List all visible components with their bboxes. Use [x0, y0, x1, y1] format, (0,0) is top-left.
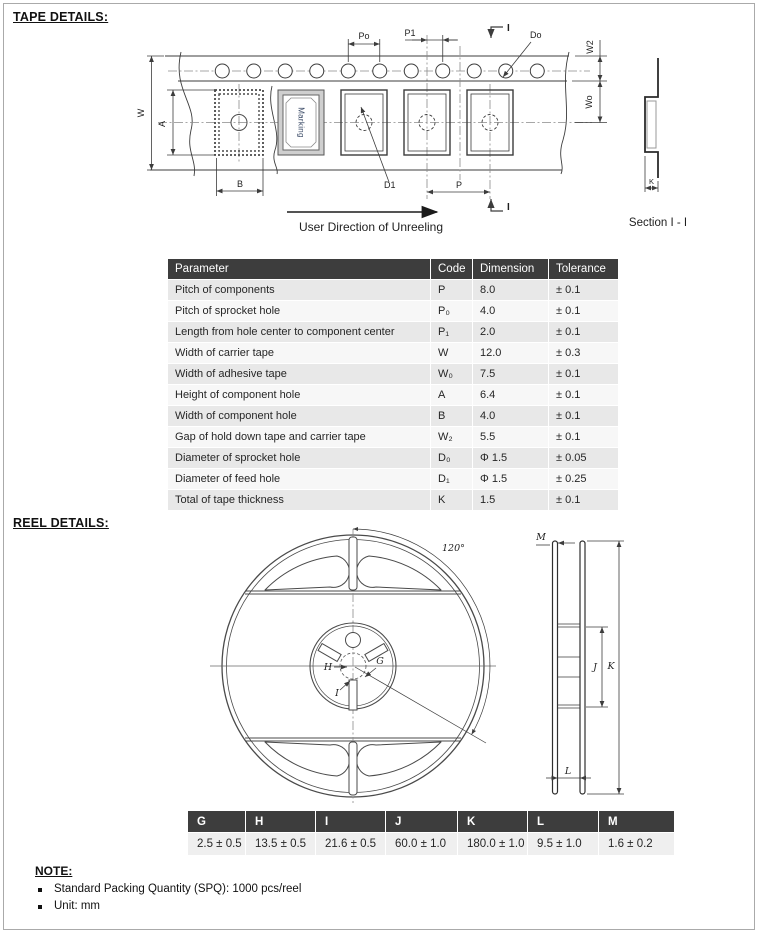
cell-tolerance: ± 0.1: [549, 385, 619, 406]
cell-code: P₀: [431, 301, 473, 322]
cell-parameter: Pitch of components: [168, 280, 431, 301]
marking-text: Marking: [296, 107, 306, 138]
column-header-i: I: [316, 811, 386, 833]
tape-details-title: TAPE DETAILS:: [13, 10, 109, 24]
cell-parameter: Gap of hold down tape and carrier tape: [168, 427, 431, 448]
column-header-m: M: [599, 811, 675, 833]
cell-code: W₂: [431, 427, 473, 448]
dim-label-h: H: [323, 662, 333, 673]
note-text: Standard Packing Quantity (SPQ): 1000 pcs/reel: [54, 883, 302, 895]
cell-h: 13.5 ± 0.5: [246, 833, 316, 856]
dim-label-a: A: [157, 120, 167, 128]
table-row: [168, 490, 619, 511]
cell-tolerance: ± 0.05: [549, 448, 619, 469]
reel-side-view: [535, 532, 624, 794]
table-row: [188, 833, 675, 856]
cell-tolerance: ± 0.1: [549, 427, 619, 448]
column-header-h: H: [246, 811, 316, 833]
cell-parameter: Width of carrier tape: [168, 343, 431, 364]
dim-label-g: G: [376, 656, 384, 667]
dim-label-do: Do: [530, 30, 542, 40]
cell-dimension: 1.5: [473, 490, 549, 511]
table-row: [168, 301, 619, 322]
dim-label-j: J: [593, 662, 597, 673]
cell-tolerance: ± 0.1: [549, 490, 619, 511]
reel-dimension-table: [187, 810, 675, 856]
cell-dimension: 4.0: [473, 301, 549, 322]
cell-parameter: Diameter of feed hole: [168, 469, 431, 490]
dim-label-l: L: [564, 766, 572, 777]
angle-label: 120°: [442, 543, 465, 554]
list-item: [35, 883, 301, 895]
cell-parameter: Length from hole center to component center: [168, 322, 431, 343]
tape-dimensions: [147, 27, 607, 211]
table-row: [168, 406, 619, 427]
cell-tolerance: ± 0.1: [549, 364, 619, 385]
column-header-tolerance: Tolerance: [549, 259, 619, 280]
cell-dimension: 4.0: [473, 406, 549, 427]
table-row: [168, 364, 619, 385]
cell-tolerance: ± 0.1: [549, 406, 619, 427]
unreel-caption: User Direction of Unreeling: [298, 220, 444, 234]
table-row: [168, 385, 619, 406]
dim-label-po: Po: [358, 31, 370, 41]
dim-label-w: W: [136, 108, 146, 118]
table-row: [168, 448, 619, 469]
table-row: [168, 322, 619, 343]
tape-technical-drawing: [0, 0, 758, 250]
cell-tolerance: ± 0.1: [549, 301, 619, 322]
cell-tolerance: ± 0.3: [549, 343, 619, 364]
cell-dimension: 7.5: [473, 364, 549, 385]
pocket-3: [341, 90, 387, 155]
cell-tolerance: ± 0.1: [549, 322, 619, 343]
cell-parameter: Width of adhesive tape: [168, 364, 431, 385]
column-header-parameter: Parameter: [168, 259, 431, 280]
table-row: [168, 469, 619, 490]
cell-parameter: Total of tape thickness: [168, 490, 431, 511]
column-header-j: J: [386, 811, 458, 833]
list-item: [35, 900, 301, 912]
section-mark-top: I: [507, 23, 510, 34]
cell-code: W₀: [431, 364, 473, 385]
dim-label-k-tape: K: [648, 177, 655, 186]
bullet-square-icon: [38, 888, 42, 892]
cell-dimension: 5.5: [473, 427, 549, 448]
cell-dimension: 8.0: [473, 280, 549, 301]
cell-parameter: Width of component hole: [168, 406, 431, 427]
cell-code: B: [431, 406, 473, 427]
cell-parameter: Height of component hole: [168, 385, 431, 406]
cell-dimension: 2.0: [473, 322, 549, 343]
pocket-marking: [278, 90, 324, 155]
column-header-l: L: [528, 811, 599, 833]
cell-dimension: Φ 1.5: [473, 448, 549, 469]
dim-label-p: P: [455, 180, 463, 190]
note-title: NOTE:: [35, 864, 73, 878]
cell-tolerance: ± 0.25: [549, 469, 619, 490]
cell-dimension: Φ 1.5: [473, 469, 549, 490]
cell-dimension: 6.4: [473, 385, 549, 406]
column-header-dimension: Dimension: [473, 259, 549, 280]
dim-label-p1: P1: [404, 28, 416, 38]
dim-label-b: B: [236, 179, 244, 189]
note-section: [35, 864, 301, 912]
cell-m: 1.6 ± 0.2: [599, 833, 675, 856]
table-row: [168, 427, 619, 448]
cell-code: D₀: [431, 448, 473, 469]
cell-code: W: [431, 343, 473, 364]
column-header-code: Code: [431, 259, 473, 280]
cell-g: 2.5 ± 0.5: [188, 833, 246, 856]
dim-label-d1: D1: [384, 180, 396, 190]
table-row: [168, 343, 619, 364]
table-header-row: [168, 259, 619, 280]
cell-l: 9.5 ± 1.0: [528, 833, 599, 856]
column-header-g: G: [188, 811, 246, 833]
bullet-square-icon: [38, 905, 42, 909]
dim-label-m: M: [536, 532, 546, 543]
cell-j: 60.0 ± 1.0: [386, 833, 458, 856]
reel-technical-drawing: [0, 525, 758, 810]
section-i-i-view: [629, 58, 687, 229]
unreel-direction: [287, 212, 443, 234]
cell-tolerance: ± 0.1: [549, 280, 619, 301]
cell-parameter: Diameter of sprocket hole: [168, 448, 431, 469]
dim-label-w2: W2: [585, 40, 595, 54]
table-row: [168, 280, 619, 301]
section-caption: Section I - I: [628, 217, 688, 229]
section-mark-bottom: I: [507, 202, 510, 213]
tape-parameter-table: [167, 258, 619, 511]
cell-code: D₁: [431, 469, 473, 490]
cell-dimension: 12.0: [473, 343, 549, 364]
column-header-k: K: [458, 811, 528, 833]
cell-parameter: Pitch of sprocket hole: [168, 301, 431, 322]
cell-code: A: [431, 385, 473, 406]
cell-code: K: [431, 490, 473, 511]
reel-front-view: [210, 529, 496, 803]
cell-k: 180.0 ± 1.0: [458, 833, 528, 856]
dim-label-i: I: [335, 688, 339, 699]
dim-label-wo: Wo: [584, 95, 594, 109]
cell-code: P₁: [431, 322, 473, 343]
dim-label-k: K: [607, 661, 615, 672]
reel-details-title: REEL DETAILS:: [13, 516, 109, 530]
cell-i: 21.6 ± 0.5: [316, 833, 386, 856]
note-text: Unit: mm: [54, 900, 100, 912]
table-header-row: [188, 811, 675, 833]
cell-code: P: [431, 280, 473, 301]
center-lines: [158, 35, 592, 199]
